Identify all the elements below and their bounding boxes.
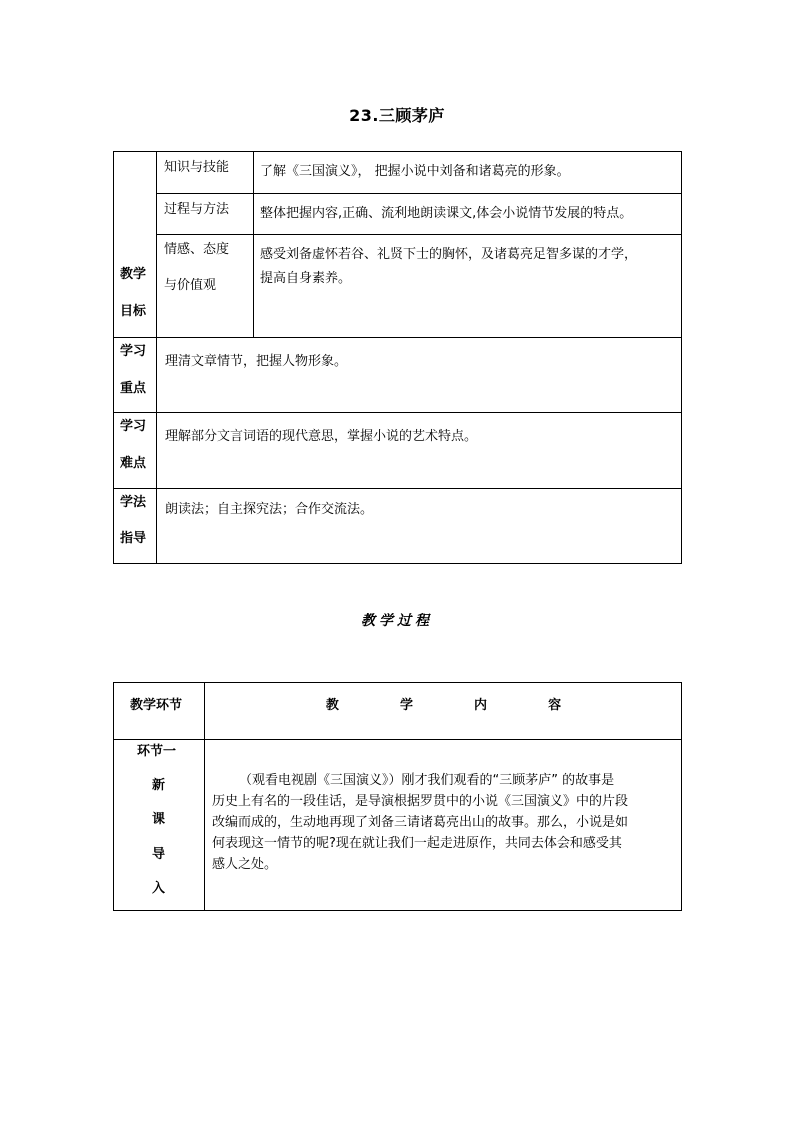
- divider: [253, 151, 254, 338]
- method-text: 朗读法；自主探究法；合作交流法。: [165, 502, 374, 517]
- method-label-line1: 学法: [120, 495, 147, 510]
- difficulty-text: 理解部分文言词语的现代意思，掌握小说的艺术特点。: [165, 429, 478, 444]
- focus-text: 理清文章情节，把握人物形象。: [165, 354, 348, 369]
- content-line: 感人之处。: [212, 857, 278, 872]
- divider: [113, 412, 682, 413]
- divider: [156, 151, 157, 564]
- content-line: 历史上有名的一段佳话，是导演根据罗贯中的小说《三国演义》中的片段: [212, 794, 629, 809]
- content-line: （观看电视剧《三国演义》）刚才我们观看的“三顾茅庐” 的故事是: [239, 773, 615, 788]
- knowledge-skills-label: 知识与技能: [164, 160, 230, 175]
- method-label-line2: 指导: [120, 531, 147, 546]
- focus-label-line2: 重点: [120, 381, 147, 396]
- emotion-values-text-line2: 提高自身素养。: [260, 271, 352, 286]
- content-line: 改编而成的，生动地再现了刘备三请诸葛亮出山的故事。那么，小说是如: [212, 815, 629, 830]
- emotion-values-label-line2: 与价值观: [164, 278, 217, 293]
- emotion-values-label-line1: 情感、态度: [164, 242, 230, 257]
- divider: [156, 234, 682, 235]
- process-title: 教学过程: [361, 613, 433, 629]
- divider: [113, 337, 682, 338]
- objectives-label-line1: 教学: [120, 267, 147, 282]
- content-line: 何表现这一情节的呢?现在就让我们一起走进原作，共同去体会和感受其: [212, 836, 622, 851]
- stage-char: 导: [152, 847, 166, 862]
- stage-char: 新: [152, 778, 166, 793]
- emotion-values-text-line1: 感受刘备虚怀若谷、礼贤下士的胸怀，及诸葛亮足智多谋的才学，: [260, 247, 638, 262]
- page-title: 23.三顾茅庐: [349, 106, 445, 125]
- divider: [204, 682, 205, 911]
- process-method-text: 整体把握内容,正确、流利地朗读课文,体会小说情节发展的特点。: [260, 206, 633, 221]
- stage-char: 入: [152, 881, 166, 896]
- stage-title: 环节一: [137, 744, 177, 759]
- knowledge-skills-text: 了解《三国演义》， 把握小说中刘备和诸葛亮的形象。: [260, 164, 570, 179]
- focus-label-line1: 学习: [120, 344, 147, 359]
- stage-char: 课: [152, 812, 166, 827]
- difficulty-label-line2: 难点: [120, 456, 147, 471]
- process-method-label: 过程与方法: [164, 202, 230, 217]
- content-header: 教 学 内 容: [325, 698, 562, 713]
- objectives-label-line2: 目标: [120, 304, 147, 319]
- divider: [113, 488, 682, 489]
- divider: [113, 739, 682, 740]
- divider: [156, 193, 682, 194]
- stage-header: 教学环节: [130, 698, 183, 713]
- difficulty-label-line1: 学习: [120, 419, 147, 434]
